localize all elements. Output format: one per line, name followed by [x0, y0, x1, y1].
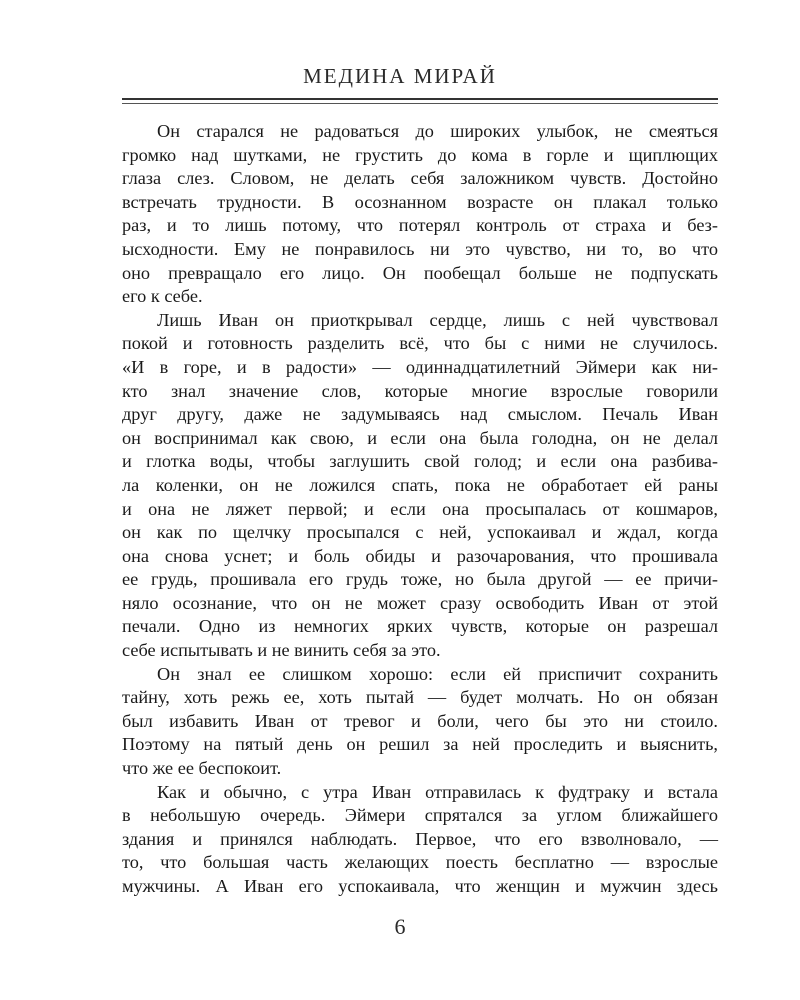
body-text: [122, 120, 718, 899]
text-line: здания и принялся наблюдать. Первое, что его взволновало, —: [122, 828, 718, 849]
text-line: глаза слез. Словом, не делать себя заложником чувств. Достойно: [122, 168, 718, 189]
paragraph: [122, 309, 718, 663]
text-line: мужчины. А Иван его успокаивала, что женщин и мужчин здесь: [122, 876, 718, 896]
text-line: громко над шутками, не грустить до кома в горле и щиплющих: [122, 144, 718, 165]
text-line: она снова уснет; и боль обиды и разочарования, что прошивала: [122, 545, 718, 566]
text-line: Лишь Иван он приоткрывал сердце, лишь с ней чувствовал: [157, 309, 718, 330]
text-line: себе испытывать и не винить себя за это.: [122, 640, 441, 661]
text-line: друг другу, даже не задумываясь над смыслом. Печаль Иван: [122, 404, 718, 425]
text-line: Поэтому на пятый день он решил за ней проследить и выяснить,: [122, 734, 718, 755]
text-line: Он старался не радоваться до широких улыбок, не смеяться: [157, 121, 718, 141]
text-line: няло осознание, что он не может сразу освободить Иван от этой: [122, 592, 718, 613]
header-rule-thin: [122, 103, 718, 104]
text-line: Он знал ее слишком хорошо: если ей приспичит сохранить: [157, 663, 718, 684]
paragraph: [122, 120, 718, 309]
text-line: печали. Одно из немногих ярких чувств, которые он разрешал: [122, 616, 718, 637]
text-line: то, что большая часть желающих поесть бесплатно — взрослые: [122, 852, 718, 873]
text-line: «И в горе, и в радости» — одиннадцатилетний Эймери как ни-: [122, 356, 718, 377]
text-line: был избавить Иван от тревог и боли, чего бы это ни стоило.: [122, 710, 718, 731]
text-line: ла коленки, он не ложился спать, пока не обработает ей раны: [122, 474, 718, 495]
page-number: 6: [394, 914, 406, 939]
paragraph: [122, 781, 718, 899]
text-line: кто знал значение слов, которые многие взрослые говорили: [122, 380, 718, 401]
text-line: Как и обычно, с утра Иван отправилась к фудтраку и встала: [157, 781, 718, 802]
text-line: ее грудь, прошивала его грудь тоже, но была другой — ее причи-: [122, 569, 718, 590]
text-line: в небольшую очередь. Эймери спрятался за углом ближайшего: [122, 805, 718, 826]
text-line: что же ее беспокоит.: [122, 758, 282, 779]
paragraph: [122, 663, 718, 781]
text-line: тайну, хоть режь ее, хоть пытай — будет молчать. Но он обязан: [122, 687, 718, 708]
text-line: и она не ляжет первой; и если она просыпалась от кошмаров,: [122, 498, 718, 519]
text-line: оно превращало его лицо. Он пообещал больше не подпускать: [122, 262, 718, 283]
text-line: покой и готовность разделить всё, что бы с ними не случилось.: [122, 333, 718, 354]
text-line: ысходности. Ему не понравилось ни это чувство, ни то, во что: [122, 238, 718, 259]
text-line: и глотка воды, чтобы заглушить свой голод; и если она разбива-: [122, 451, 718, 472]
text-line: его к себе.: [122, 286, 203, 307]
text-line: он воспринимал как свою, и если она была голодна, он не делал: [122, 427, 718, 448]
text-line: встречать трудности. В осознанном возрасте он плакал только: [122, 191, 718, 212]
text-line: раз, и то лишь потому, что потерял контроль от страха и без-: [122, 215, 718, 236]
header-rule-thick: [122, 98, 718, 100]
running-title: МЕДИНА МИРАЙ: [303, 64, 497, 88]
text-line: он как по щелчку просыпался с ней, успокаивал и ждал, когда: [122, 522, 718, 543]
